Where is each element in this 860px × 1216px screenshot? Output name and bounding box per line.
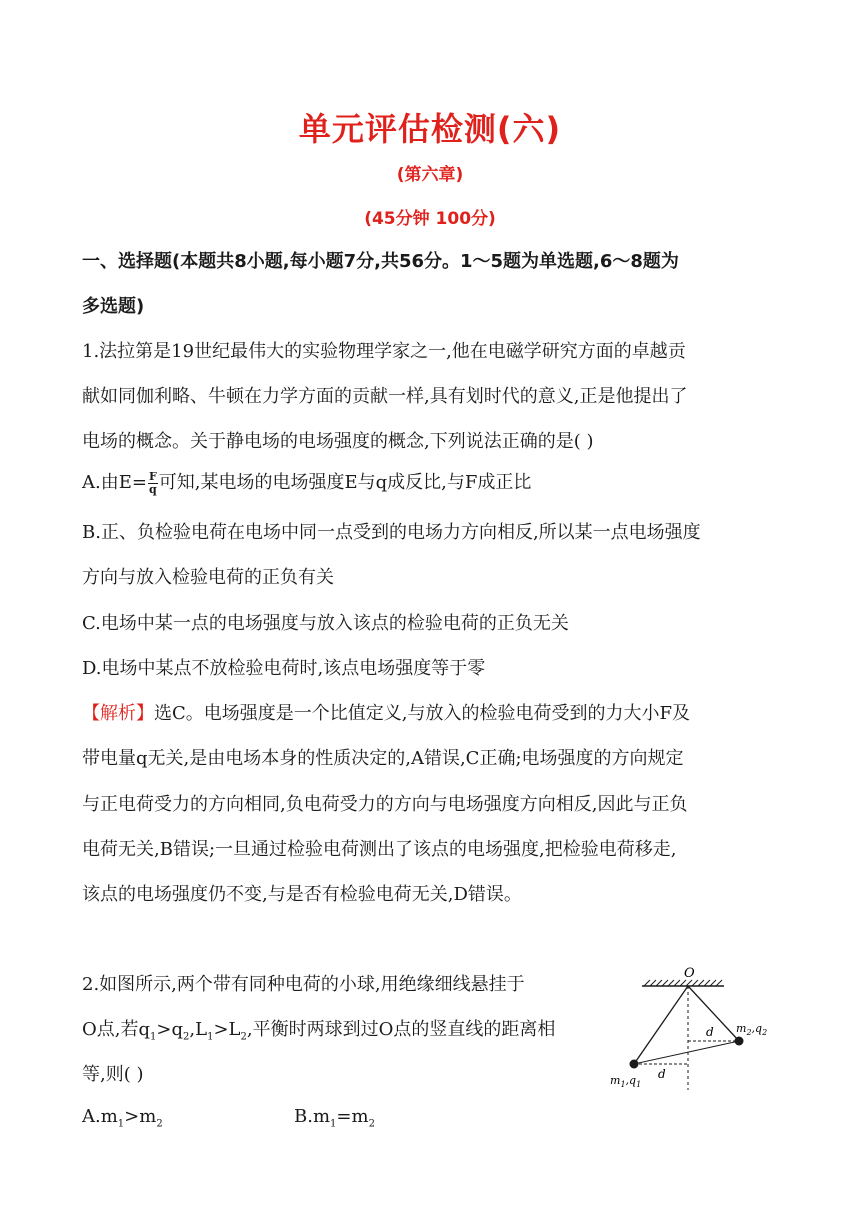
q2-option-text: =m — [336, 1106, 369, 1127]
q1-analysis-line1 — [82, 699, 782, 725]
q2-text: >q — [156, 1019, 183, 1040]
label-o: O — [684, 966, 695, 981]
subscript: 2 — [240, 1031, 247, 1043]
q1-analysis-line2: 带电量q无关,是由电场本身的性质决定的,A错误,C正确;电场强度的方向规定 — [82, 748, 684, 769]
pendulum-diagram — [604, 966, 784, 1096]
q2-option-text: A.m — [82, 1106, 118, 1127]
q2-text: ,L — [189, 1019, 208, 1040]
q1-stem-line3: 电场的概念。关于静电场的电场强度的概念,下列说法正确的是( ) — [82, 431, 594, 452]
connecting-line — [634, 1041, 739, 1064]
subscript: 1 — [207, 1031, 214, 1043]
exam-meta: (45分钟 100分) — [364, 209, 496, 229]
q2-option-a — [82, 1106, 282, 1130]
q1-analysis-line4: 电荷无关,B错误;一旦通过检验电荷测出了该点的电场强度,把检验电荷移走, — [82, 839, 677, 860]
q2-text: O点,若q — [82, 1019, 151, 1040]
fraction-numerator: F — [148, 469, 157, 483]
subscript: 1 — [150, 1031, 157, 1043]
section-heading-line2: 多选题) — [82, 296, 145, 317]
q1-option-b-line1: B.正、负检验电荷在电场中同一点受到的电场力方向相反,所以某一点电场强度 — [82, 522, 701, 543]
q2-stem-line2 — [82, 1015, 592, 1043]
q1-option-a — [82, 468, 782, 496]
analysis-tag: 【解析】 — [82, 703, 154, 724]
q1-stem-line1: 1.法拉第是19世纪最伟大的实验物理学家之一,他在电磁学研究方面的卓越贡 — [82, 341, 686, 362]
subscript: 1 — [117, 1118, 125, 1130]
fraction-denominator: q — [149, 482, 157, 496]
section-heading-line1: 一、选择题(本题共8小题,每小题7分,共56分。1～5题为单选题,6～8题为 — [82, 251, 679, 272]
q1-option-d: D.电场中某点不放检验电荷时,该点电场强度等于零 — [82, 658, 486, 679]
q1-stem-line2: 献如同伽利略、牛顿在力学方面的贡献一样,具有划时代的意义,正是他提出了 — [82, 386, 688, 407]
q1-option-b-line2: 方向与放入检验电荷的正负有关 — [82, 567, 334, 588]
q2-text: >L — [213, 1019, 241, 1040]
subscript: 2 — [156, 1118, 163, 1130]
q2-text: ,平衡时两球到过O点的竖直线的距离相 — [246, 1019, 556, 1040]
label-m2-q2: $m_2,q_2$ — [736, 1022, 768, 1037]
subscript: 1 — [330, 1118, 337, 1130]
label-d-lower: d — [658, 1067, 666, 1081]
q1-analysis-line3: 与正电荷受力的方向相同,负电荷受力的方向与电场强度方向相反,因此与正负 — [82, 794, 688, 815]
ball-2 — [735, 1037, 744, 1046]
page-title: 单元评估检测(六) — [298, 110, 562, 148]
q2-stem-line1: 2.如图所示,两个带有同种电荷的小球,用绝缘细线悬挂于 — [82, 974, 525, 995]
q1-option-c: C.电场中某一点的电场强度与放入该点的检验电荷的正负无关 — [82, 613, 569, 634]
label-d-upper: d — [706, 1025, 714, 1039]
q2-stem-line3: 等,则( ) — [82, 1064, 144, 1085]
ceiling-hatch — [642, 980, 724, 986]
q1-analysis-line5: 该点的电场强度仍不变,与是否有检验电荷无关,D错误。 — [82, 884, 522, 905]
q2-option-text: B.m — [294, 1106, 331, 1127]
subscript: 2 — [368, 1118, 375, 1130]
q1-option-a-text: 可知,某电场的电场强度E与q成反比,与F成正比 — [158, 472, 532, 493]
q1-option-a-prefix: A.由E= — [82, 472, 147, 493]
string-left — [634, 986, 688, 1064]
q2-option-text: >m — [124, 1106, 157, 1127]
fraction-f-over-q — [148, 471, 158, 496]
ball-1 — [630, 1060, 639, 1069]
label-m1-q1: $m_1,q_1$ — [610, 1074, 642, 1089]
analysis-text: 选C。电场强度是一个比值定义,与放入的检验电荷受到的力大小F及 — [154, 703, 690, 724]
q2-option-b — [294, 1106, 494, 1130]
subscript: 2 — [183, 1031, 190, 1043]
chapter-label: (第六章) — [396, 165, 464, 185]
